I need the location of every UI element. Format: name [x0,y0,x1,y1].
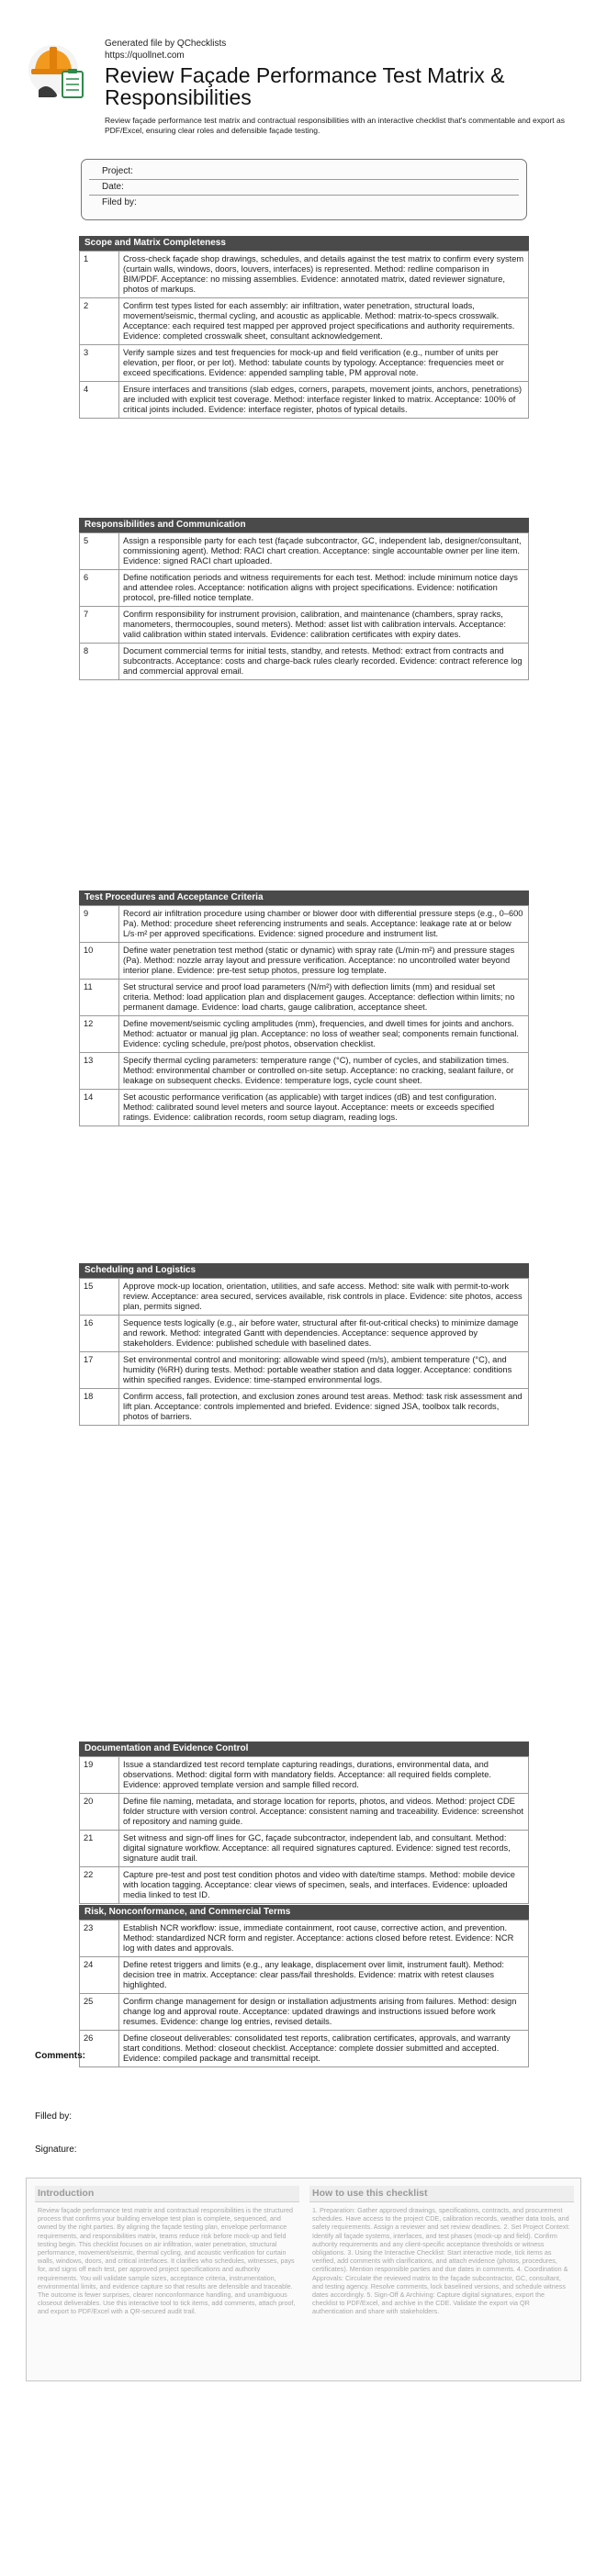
item-number: 18 [80,1389,119,1426]
section-responsibilities [79,518,529,680]
item-text: Verify sample sizes and test frequencies for mock-up and field verification (e.g., number of units per elevation, per floor, or per lot). Method: tabulate counts by typology. Acceptance: frequencies meet or exceed specifications. Evidence: appended sampling table, PM approval note. [119,345,529,382]
item-number: 14 [80,1090,119,1126]
checklist-item[interactable] [80,1831,529,1867]
section-title: Scope and Matrix Completeness [79,236,529,251]
section-title: Test Procedures and Acceptance Criteria [79,890,529,905]
checklist-item[interactable] [80,1090,529,1126]
section-risk [79,1905,529,2067]
checklist-item[interactable] [80,1794,529,1831]
item-number: 22 [80,1867,119,1904]
item-text: Set structural service and proof load parameters (N/m²) with deflection limits (mm) and residual set criteria. Method: load application plan and displacement gauges. Acceptance: deflection within limits; no permanent damage. Evidence: load charts, gauge calibration, acceptance sheet. [119,980,529,1016]
checklist-item[interactable] [80,570,529,607]
item-number: 24 [80,1957,119,1994]
checklist-item[interactable] [80,1957,529,1994]
item-number: 2 [80,298,119,345]
item-number: 1 [80,252,119,298]
checklist-table [79,1920,529,2067]
item-text: Ensure interfaces and transitions (slab edges, corners, parapets, movement joints, anchors, penetrations) are included with explicit test coverage. Method: interface register linked to matrix. Acceptance: 100% of critical joints included. Evidence: interface register, photos of typical details. [119,382,529,419]
item-text: Define closeout deliverables: consolidated test reports, calibration certificates, approvals, and warranty start conditions. Method: closeout checklist. Acceptance: complete dossier submitted and accepted. Evidence: compiled package and transmittal receipt. [119,2031,529,2067]
checklist-item[interactable] [80,382,529,419]
section-scheduling [79,1263,529,1426]
item-text: Define notification periods and witness requirements for each test. Method: include minimum notice days and attendee roles. Acceptance: notification aligns with project specifications. Evidence: notification protocol, pre-filled notice template. [119,570,529,607]
checklist-item[interactable] [80,1053,529,1090]
item-number: 8 [80,644,119,680]
item-number: 23 [80,1921,119,1957]
project-field[interactable]: Project: [89,164,519,180]
item-number: 7 [80,607,119,644]
checklist-item[interactable] [80,345,529,382]
checklist-item[interactable] [80,980,529,1016]
checklist-item[interactable] [80,1867,529,1904]
checklist-table [79,251,529,419]
item-text: Cross-check façade shop drawings, schedules, and details against the test matrix to confirm every system (curtain walls, windows, doors, louvers, interfaces) is represented. Method: redline comparison in BIM/PDF. Acceptance: no missing assemblies. Evidence: annotated matrix, dated reviewer signature, photos of markups. [119,252,529,298]
checklist-item[interactable] [80,252,529,298]
checklist-item[interactable] [80,1352,529,1389]
info-panel [26,2178,581,2381]
item-number: 5 [80,533,119,570]
how-to-text: 1. Preparation: Gather approved drawings, specifications, contracts, and procurement schedules. Have access to the project CDE, calibration records, weather data tools, and safety requirements. Assign a reviewer and set review deadlines. 2. Set Project Context: Identify all façade systems, interfaces, and test phases (mock-up and field). Confirm authority requirements and any client-specific acceptance thresholds or witness obligations. 3. Using the Interactive Checklist: Start interactive mode, tick items as verified, add comments with clarifications, and attach evidence (photos, procedures, certificates). Mention responsible parties and due dates in comments. 4. Coordination & Approvals: Circulate the reviewed matrix to the façade subcontractor, GC, consultant, and testing agency. Resolve comments, lock baselined versions, and schedule witness dates accordingly. 5. Sign-Off & Archiving: Capture digital signatures, export the checklist to PDF/Excel, and archive in the CDE. Validate the export via QR authentication and share with stakeholders. [312,2206,570,2316]
item-number: 17 [80,1352,119,1389]
item-text: Issue a standardized test record template capturing readings, durations, environmental data, and observations. Method: digital form with mandatory fields. Acceptance: all required fields complete. Evidence: approved template version and sample filled record. [119,1757,529,1794]
checklist-item[interactable] [80,1316,529,1352]
generated-by-text: Generated file by QChecklists [105,39,227,49]
hardhat-checklist-logo [26,39,92,105]
section-title: Risk, Nonconformance, and Commercial Terms [79,1905,529,1920]
item-number: 19 [80,1757,119,1794]
filed-by-field[interactable]: Filed by: [102,197,137,207]
comments-label: Comments: [35,2051,86,2061]
item-text: Set witness and sign-off lines for GC, façade subcontractor, independent lab, and consultant. Method: digital signature workflow. Acceptance: all required signatures captured. Evidence: signed test records, signature audit trail. [119,1831,529,1867]
introduction-column [35,2186,299,2320]
checklist-item[interactable] [80,1757,529,1794]
checklist-item[interactable] [80,533,529,570]
item-text: Define retest triggers and limits (e.g., any leakage, displacement over limit, instrument fault). Method: decision tree in matrix. Acceptance: clear pass/fail thresholds. Evidence: matrix with retest clauses highlighted. [119,1957,529,1994]
item-number: 11 [80,980,119,1016]
item-text: Confirm access, fall protection, and exclusion zones around test areas. Method: task risk assessment and lift plan. Acceptance: controls implemented and briefed. Evidence: signed JSA, toolbox talk records, photos of barriers. [119,1389,529,1426]
checklist-table [79,905,529,1126]
date-field[interactable]: Date: [89,180,519,196]
checklist-item[interactable] [80,1389,529,1426]
section-title: Documentation and Evidence Control [79,1742,529,1756]
item-number: 12 [80,1016,119,1053]
section-documentation [79,1742,529,1904]
item-text: Confirm test types listed for each assembly: air infiltration, water penetration, structural loads, movement/seismic, thermal cycling, and acoustic as applicable. Method: matrix-to-specs crosswalk. Acceptance: each required test mapped per approved project specifications and authority requirements. Evidence: completed crosswalk sheet, consultant acknowledgement. [119,298,529,345]
item-number: 9 [80,906,119,943]
item-number: 26 [80,2031,119,2067]
checklist-item[interactable] [80,906,529,943]
introduction-heading: Introduction [35,2186,299,2202]
section-scope [79,236,529,419]
item-number: 13 [80,1053,119,1090]
item-number: 25 [80,1994,119,2031]
item-number: 16 [80,1316,119,1352]
checklist-item[interactable] [80,943,529,980]
item-number: 4 [80,382,119,419]
how-to-column [309,2186,574,2320]
page-header [26,28,586,145]
source-url[interactable]: https://quollnet.com [105,50,185,61]
checklist-table [79,532,529,680]
item-number: 21 [80,1831,119,1867]
checklist-item[interactable] [80,1016,529,1053]
section-procedures [79,890,529,1126]
filled-by-label: Filled by: [35,2111,73,2122]
checklist-table [79,1756,529,1904]
item-number: 15 [80,1279,119,1316]
item-number: 20 [80,1794,119,1831]
signature-label: Signature: [35,2145,77,2155]
item-text: Establish NCR workflow: issue, immediate containment, root cause, corrective action, and prevention. Method: standardized NCR form and register. Acceptance: actions closed before retest. Evidence: NCR log with dates and approvals. [119,1921,529,1957]
item-text: Set environmental control and monitoring: allowable wind speed (m/s), ambient temperature (°C), and humidity (%RH) during tests. Method: portable weather station and data logger. Acceptance: conditions within specified ranges. Evidence: time-stamped environmental logs. [119,1352,529,1389]
section-title: Scheduling and Logistics [79,1263,529,1278]
item-text: Assign a responsible party for each test (façade subcontractor, GC, independent lab, designer/consultant, commissioning agent). Method: RACI chart creation. Acceptance: single accountable owner per line item. Evidence: signed RACI chart uploaded. [119,533,529,570]
item-number: 10 [80,943,119,980]
how-to-heading: How to use this checklist [309,2186,574,2202]
project-info-box [81,159,527,220]
item-text: Record air infiltration procedure using chamber or blower door with differential pressure steps (e.g., 0–600 Pa). Method: procedure sheet referencing instruments and seals. Acceptance: leakage rate at or below L/s·m² per approved specifications. Evidence: signed procedure and instrument list. [119,906,529,943]
item-text: Capture pre-test and post test condition photos and video with date/time stamps. Method: mobile device with location tagging. Acceptance: clear views of specimen, seals, and interfaces. Evidence: uploaded media linked to test ID. [119,1867,529,1904]
page-title: Review Façade Performance Test Matrix & Responsibilities [105,63,505,109]
item-text: Confirm change management for design or installation adjustments arising from failures. Method: design change log and approval route. Acceptance: updated drawings and instructions issued before work resumes. Evidence: change log entries, revised details. [119,1994,529,2031]
introduction-text: Review façade performance test matrix and contractual responsibilities is the structured process that confirms your building envelope test plan is complete, sequenced, and owned by the right parties. By aligning the façade testing plan, envelope performance requirements, and responsibilities matrix, teams reduce risk before mock-up and field testing begin. This checklist focuses on air infiltration, water penetration, structural performance, movement/seismic, thermal cycling, and acoustic verification for curtain walls, windows, doors, and critical interfaces. It clarifies who schedules, witnesses, pays for, and signs off each test, per approved project specifications and authority requirements. You will validate sample sizes, acceptance criteria, instrumentation, environmental limits, and evidence capture so that results are defensible and traceable. The outcome is fewer surprises, clearer nonconformance handling, and unambiguous closeout deliverables. Use this interactive tool to tick items, add comments, attach proof, and export to PDF/Excel with a QR-secured audit trail. [38,2206,296,2316]
page-subtitle: Review façade performance test matrix and contractual responsibilities with an interactive checklist that's commentable and export as PDF/Excel, ensuring clear roles and defensible façade testing. [105,116,566,135]
checklist-item[interactable] [80,644,529,680]
checklist-item[interactable] [80,298,529,345]
checklist-item[interactable] [80,1994,529,2031]
item-text: Define file naming, metadata, and storage location for reports, photos, and videos. Method: project CDE folder structure with version control. Acceptance: consistent naming and traceability. Evidence: screenshot of repository and naming guide. [119,1794,529,1831]
item-text: Define water penetration test method (static or dynamic) with spray rate (L/min·m²) and pressure stages (Pa). Method: nozzle array layout and pressure verification. Acceptance: no uncontrolled water beyond interior plane. Evidence: pre-test setup photos, pressure log template. [119,943,529,980]
item-text: Confirm responsibility for instrument provision, calibration, and maintenance (chambers, spray racks, manometers, thermocouples, sound meters). Method: asset list with calibration intervals. Acceptance: valid calibration within stated intervals. Evidence: calibration certificates with expiry dates. [119,607,529,644]
checklist-item[interactable] [80,2031,529,2067]
item-number: 6 [80,570,119,607]
item-text: Set acoustic performance verification (as applicable) with target indices (dB) and test configuration. Method: calibrated sound level meters and source layout. Acceptance: meets or exceeds specified ratings. Evidence: calibration records, room setup diagram, reading logs. [119,1090,529,1126]
checklist-item[interactable] [80,1279,529,1316]
checklist-table [79,1278,529,1426]
checklist-item[interactable] [80,607,529,644]
item-number: 3 [80,345,119,382]
item-text: Specify thermal cycling parameters: temperature range (°C), number of cycles, and stabilization times. Method: environmental chamber or controlled on-site setup. Acceptance: no cracking, sealant failure, or leakage on subsequent checks. Evidence: temperature logs, cycle count sheet. [119,1053,529,1090]
item-text: Define movement/seismic cycling amplitudes (mm), frequencies, and dwell times for joints and anchors. Method: actuator or manual jig plan. Acceptance: no loss of weather seal; components remain functional. Evidence: cycling schedule, pre/post photos, observation checklist. [119,1016,529,1053]
item-text: Document commercial terms for initial tests, standby, and retests. Method: extract from contracts and subcontracts. Acceptance: costs and charge-back rules clearly recorded. Evidence: contract reference log and commercial approval email. [119,644,529,680]
checklist-item[interactable] [80,1921,529,1957]
item-text: Sequence tests logically (e.g., air before water, structural after fit-out-critical checks) to minimize damage and rework. Method: integrated Gantt with dependencies. Acceptance: sequence approved by stakeholders. Evidence: published schedule with baselined dates. [119,1316,529,1352]
item-text: Approve mock-up location, orientation, utilities, and safe access. Method: site walk with permit-to-work review. Acceptance: area secured, services available, risk controls in place. Evidence: site photos, access plan, permits signed. [119,1279,529,1316]
section-title: Responsibilities and Communication [79,518,529,532]
